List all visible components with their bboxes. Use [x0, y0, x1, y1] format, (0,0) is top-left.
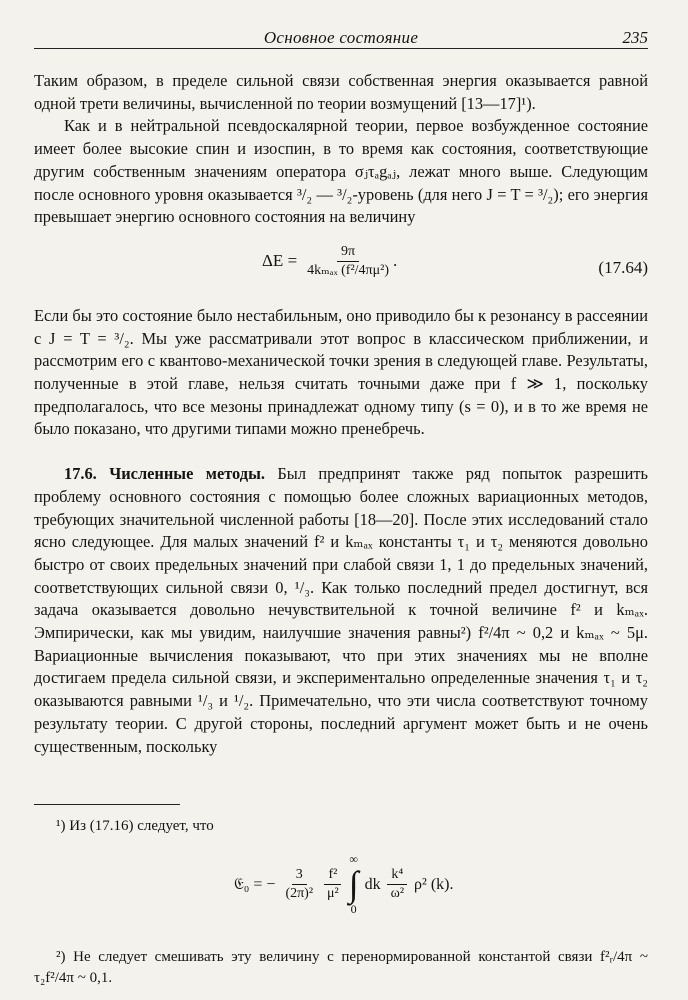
body-text	[34, 70, 648, 758]
integral-sign: ∫	[348, 864, 359, 904]
paragraph-1: Таким образом, в пределе сильной связи собственная энергия оказывается равной одной трети величины, вычисленной по теории возмущений [13—17]¹).	[34, 71, 648, 113]
equation-fraction	[303, 243, 393, 280]
section-title: 17.6. Численные методы.	[64, 464, 265, 484]
equation-number: (17.64)	[598, 257, 648, 277]
section-text: Был предпринят также ряд попыток разрешить проблему основного состояния с помощью более сложных вариационных методов, требующих значительной численной работы [18—20]. После этих исследований стало ясно следующее. Для малых значений f² и kₘₐₓ константы τ₁ и τ₂ меняются довольно быстро от своих предельных значений при слабой связи 1, 1 до предельных значений, соответствующих сильной связи 0, ¹/₃. Как только последний предел достигнут, вся задача оказывается довольно нечувствительной к точной величине f² и kₘₐₓ. Эмпирически, как мы увидим, наилучшие значения равны²) f²/4π ~ 0,2 и kₘₐₓ ~ 5μ. Вариационные вычисления показывают, что при этих значениях мы не вполне достигаем предела сильной связи, и экспериментально определенные значения τ₁ и τ₂ оказываются равными ¹/₃ и ¹/₂. Примечательно, что эти числа соответствуют точному результату теории. С другой стороны, последний аргумент может быть и не очень существенным, поскольку	[34, 464, 648, 756]
footnote-frac-2-num: f²	[324, 866, 341, 885]
integral-symbol	[349, 853, 359, 915]
footnote-frac-2	[323, 866, 343, 903]
footnote-frac-3-num: k⁴	[387, 866, 407, 885]
footnote-eq-lhs: 𝔈₀ = −	[234, 875, 276, 893]
page-header	[34, 14, 648, 49]
footnote-frac-3-den: ω²	[390, 885, 405, 901]
footnote-frac-2-den: μ²	[327, 885, 339, 901]
footnote-rule	[34, 804, 180, 805]
footnote-equation	[34, 843, 648, 933]
paragraph-4	[34, 463, 648, 758]
equation-period: .	[392, 251, 398, 271]
footnote-dk: dk	[364, 875, 381, 893]
footnote-frac-3	[387, 866, 408, 903]
footnote-frac-1-num: 3	[292, 866, 307, 885]
equation-lhs: ΔE =	[262, 251, 298, 271]
footnotes	[34, 816, 648, 989]
footnote-frac-1-den: (2π)²	[285, 885, 314, 901]
paragraph-2: Как и в нейтральной псевдоскалярной теории, первое возбужденное состояние имеет более высокие спин и изоспин, в то время как состояния, соответствующие другим собственным значениям оператора σⱼτₐgₐⱼ, лежат много выше. Следующим после основного уровня оказывается ³/₂ — ³/₂-уровень (для него J = T = ³/₂); его энергия превышает энергию основного состояния на величину	[34, 116, 648, 227]
equation-denominator: 4kₘₐₓ (f²/4πμ²)	[307, 262, 389, 278]
paragraph-3: Если бы это состояние было нестабильным, оно приводило бы к резонансу в рассеянии с J = T = ³/₂. Мы уже рассматривали этот вопрос в классическом приближении, и рассмотрим его с квантово-механической точки зрения в следующей главе. Результаты, полученные в этой главе, нельзя считать точными даже при f ≫ 1, поскольку предполагалось, что все мезоны принадлежат одному типу (s = 0), и в то же время не было показано, что другими типами можно пренебречь.	[34, 305, 648, 439]
footnote-eq-tail: ρ² (k).	[414, 875, 454, 893]
page-number: 235	[622, 28, 648, 47]
footnote-1: ¹) Из (17.16) следует, что	[56, 818, 214, 834]
running-head: Основное состояние	[263, 28, 419, 47]
equation-17-64	[34, 237, 648, 293]
integral-upper-limit: ∞	[349, 852, 358, 866]
integral-lower-limit: 0	[350, 902, 357, 916]
footnote-frac-1	[281, 866, 317, 903]
footnote-2: ²) Не следует смешивать эту величину с перенормированной константой связи f²ᵣ/4π ~ τ₂f²/4π ~ 0,1.	[34, 949, 648, 986]
equation-numerator: 9π	[337, 243, 359, 262]
